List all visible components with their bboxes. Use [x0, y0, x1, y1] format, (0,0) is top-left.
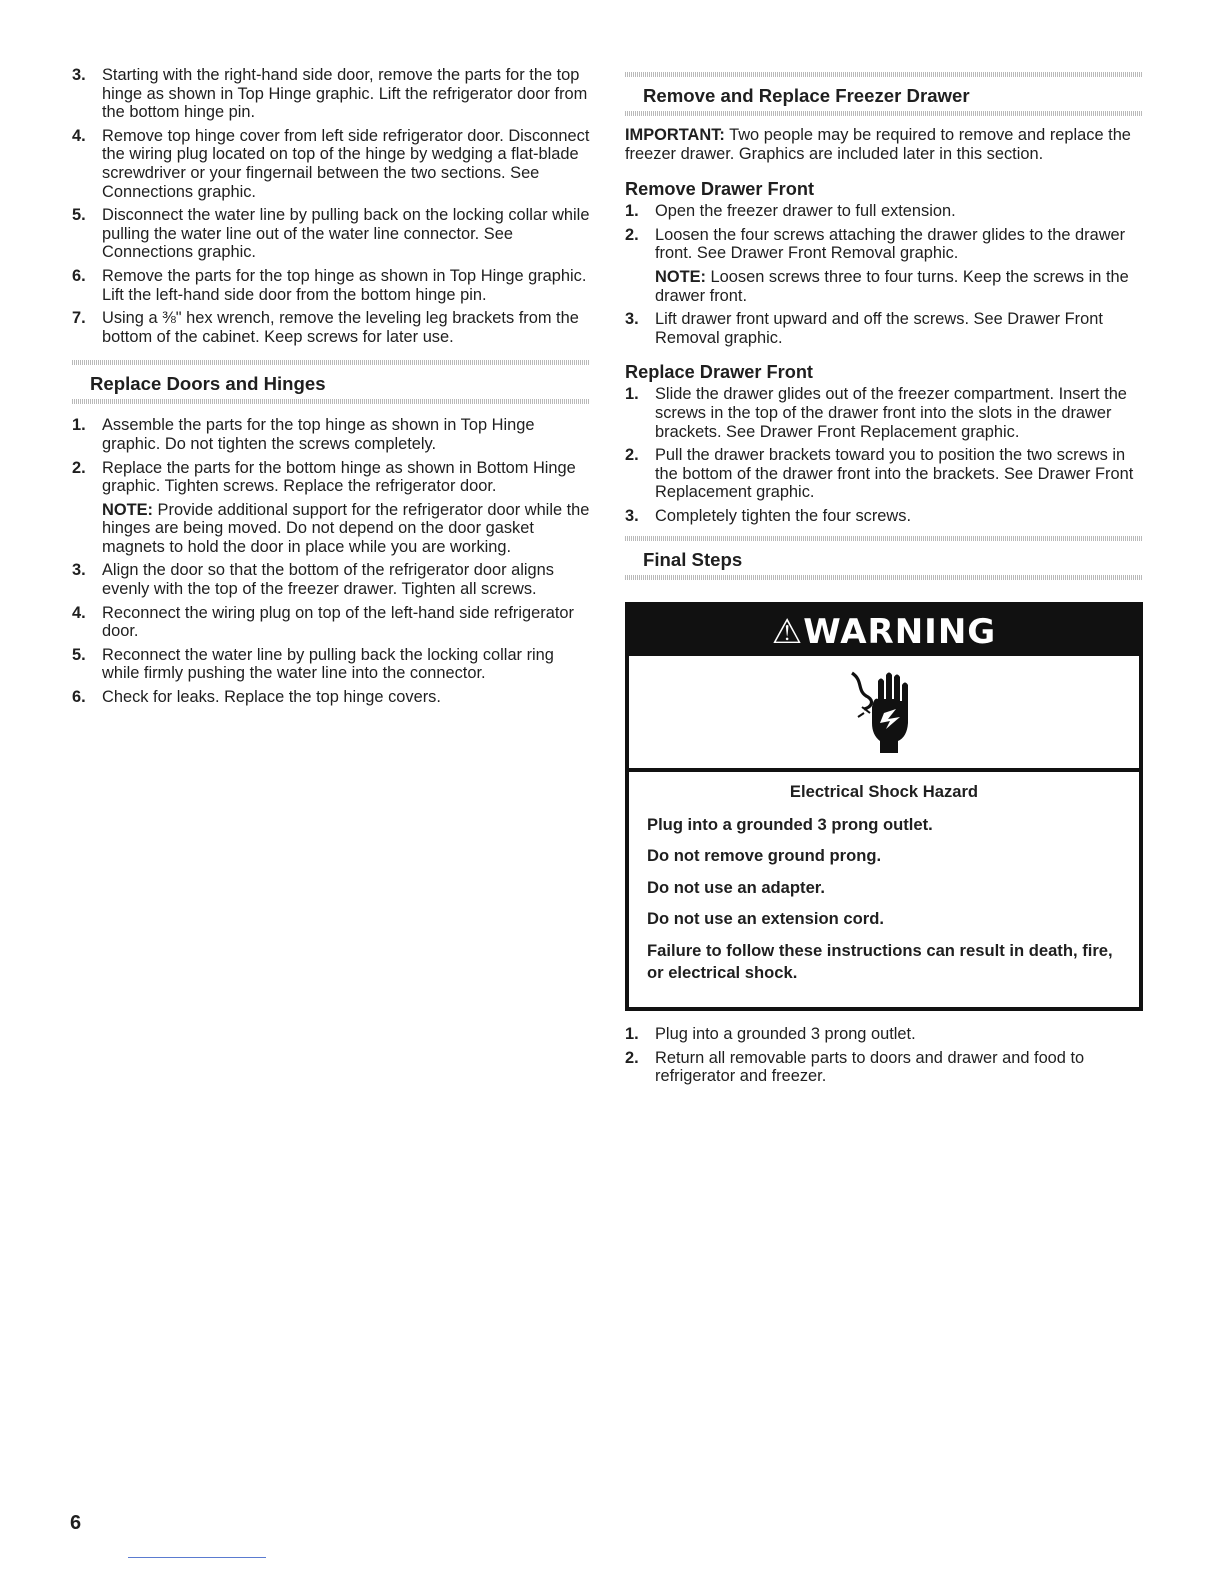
list-item: 1. Open the freezer drawer to full extension. [625, 202, 956, 221]
dotted-rule [625, 575, 1143, 580]
warning-line: Do not use an extension cord. [647, 909, 884, 928]
list-item: 2. Replace the parts for the bottom hinge as shown in Bottom Hinge graphic. Tighten screws. Replace the refrigerator door. NOTE: Provide additional support for the refrigerator door while the hinges are being moved. Do not depend on the door gasket magnets to hold the door in place while you are working. [72, 458, 590, 556]
note: NOTE: Loosen screws three to four turns. Keep the screws in the drawer front. [655, 267, 1129, 305]
warning-icon-area [629, 656, 1139, 772]
list-item: 6. Remove the parts for the top hinge as shown in Top Hinge graphic. Lift the left-hand side door from the bottom hinge pin. [72, 266, 587, 304]
note: NOTE: Provide additional support for the refrigerator door while the hinges are being moved. Do not depend on the door gasket magnets to hold the door in place while you are working. [102, 500, 590, 556]
remove-front-steps [625, 202, 1143, 347]
list-item: 3. Completely tighten the four screws. [625, 506, 911, 525]
footer-rule [128, 1557, 266, 1558]
warning-line: Failure to follow these instructions can result in death, fire, or electrical shock. [647, 940, 1113, 982]
warning-text [629, 772, 1139, 1008]
dotted-rule [625, 111, 1143, 116]
list-item: 1. Slide the drawer glides out of the freezer compartment. Insert the screws in the top of the drawer front into the slots in the drawer brackets. See Drawer Front Replacement graphic. [625, 385, 1127, 441]
list-item: 1. Plug into a grounded 3 prong outlet. [625, 1025, 916, 1043]
door-removal-steps [72, 66, 590, 346]
list-item: 5. Disconnect the water line by pulling back on the locking collar while pulling the water line out of the water line connector. See Connections graphic. [72, 206, 590, 262]
left-column [72, 66, 590, 712]
page-number: 6 [70, 1512, 82, 1534]
list-item: 5. Reconnect the water line by pulling back the locking collar ring while firmly pushing the water line into the connector. [72, 645, 554, 683]
list-item: 2. Return all removable parts to doors and drawer and food to refrigerator and freezer. [625, 1048, 1085, 1086]
electrical-shock-hand-icon [834, 667, 934, 757]
section-title: Remove and Replace Freezer Drawer [643, 85, 970, 106]
freezer-drawer-heading [625, 72, 1143, 116]
final-steps-heading [625, 536, 1143, 580]
right-column [625, 72, 1143, 1091]
list-item: 6. Check for leaks. Replace the top hinge covers. [72, 688, 441, 707]
warning-line: Plug into a grounded 3 prong outlet. [647, 814, 933, 834]
replace-doors-steps [72, 416, 590, 706]
warning-header: ⚠WARNING [629, 606, 1139, 656]
list-item: 2. Pull the drawer brackets toward you to position the two screws in the bottom of the drawer front into the brackets. See Drawer Front Replacement graphic. [625, 446, 1134, 502]
warning-box [625, 602, 1143, 1012]
list-item: 3. Starting with the right-hand side door, remove the parts for the top hinge as shown in Top Hinge graphic. Lift the refrigerator door from the bottom hinge pin. [72, 66, 588, 122]
dotted-rule [72, 399, 590, 404]
list-item: 3. Align the door so that the bottom of the refrigerator door aligns evenly with the top of the freezer drawer. Tighten all screws. [72, 561, 554, 599]
section-title: Replace Doors and Hinges [90, 373, 326, 395]
replace-front-steps [625, 385, 1143, 525]
important-note: IMPORTANT: Two people may be required to remove and replace the freezer drawer. Graphics are included later in this section. [625, 126, 1131, 163]
list-item: 3. Lift drawer front upward and off the screws. See Drawer Front Removal graphic. [625, 310, 1103, 347]
list-item: 2. Loosen the four screws attaching the drawer glides to the drawer front. See Drawer Front Removal graphic. NOTE: Loosen screws three to four turns. Keep the screws in the drawer front. [625, 226, 1143, 305]
warning-line: Do not remove ground prong. [647, 846, 882, 865]
warning-line: Do not use an adapter. [647, 877, 825, 897]
list-item: 4. Remove top hinge cover from left side refrigerator door. Disconnect the wiring plug located on top of the hinge by wedging a flat-blade screwdriver or your fingernail between the two sections. See Connections graphic. [72, 126, 590, 201]
list-item: 7. Using a ⅜" hex wrench, remove the leveling leg brackets from the bottom of the cabinet. Keep screws for later use. [72, 309, 579, 346]
replace-doors-heading [72, 360, 590, 404]
remove-drawer-front-title: Remove Drawer Front [625, 179, 814, 200]
hazard-title: Electrical Shock Hazard [789, 781, 979, 801]
replace-drawer-front-title: Replace Drawer Front [625, 362, 813, 383]
final-steps-list [625, 1025, 1143, 1086]
list-item: 4. Reconnect the wiring plug on top of the left-hand side refrigerator door. [72, 603, 574, 641]
list-item: 1. Assemble the parts for the top hinge as shown in Top Hinge graphic. Do not tighten the screws completely. [72, 416, 535, 453]
section-title: Final Steps [643, 548, 743, 570]
